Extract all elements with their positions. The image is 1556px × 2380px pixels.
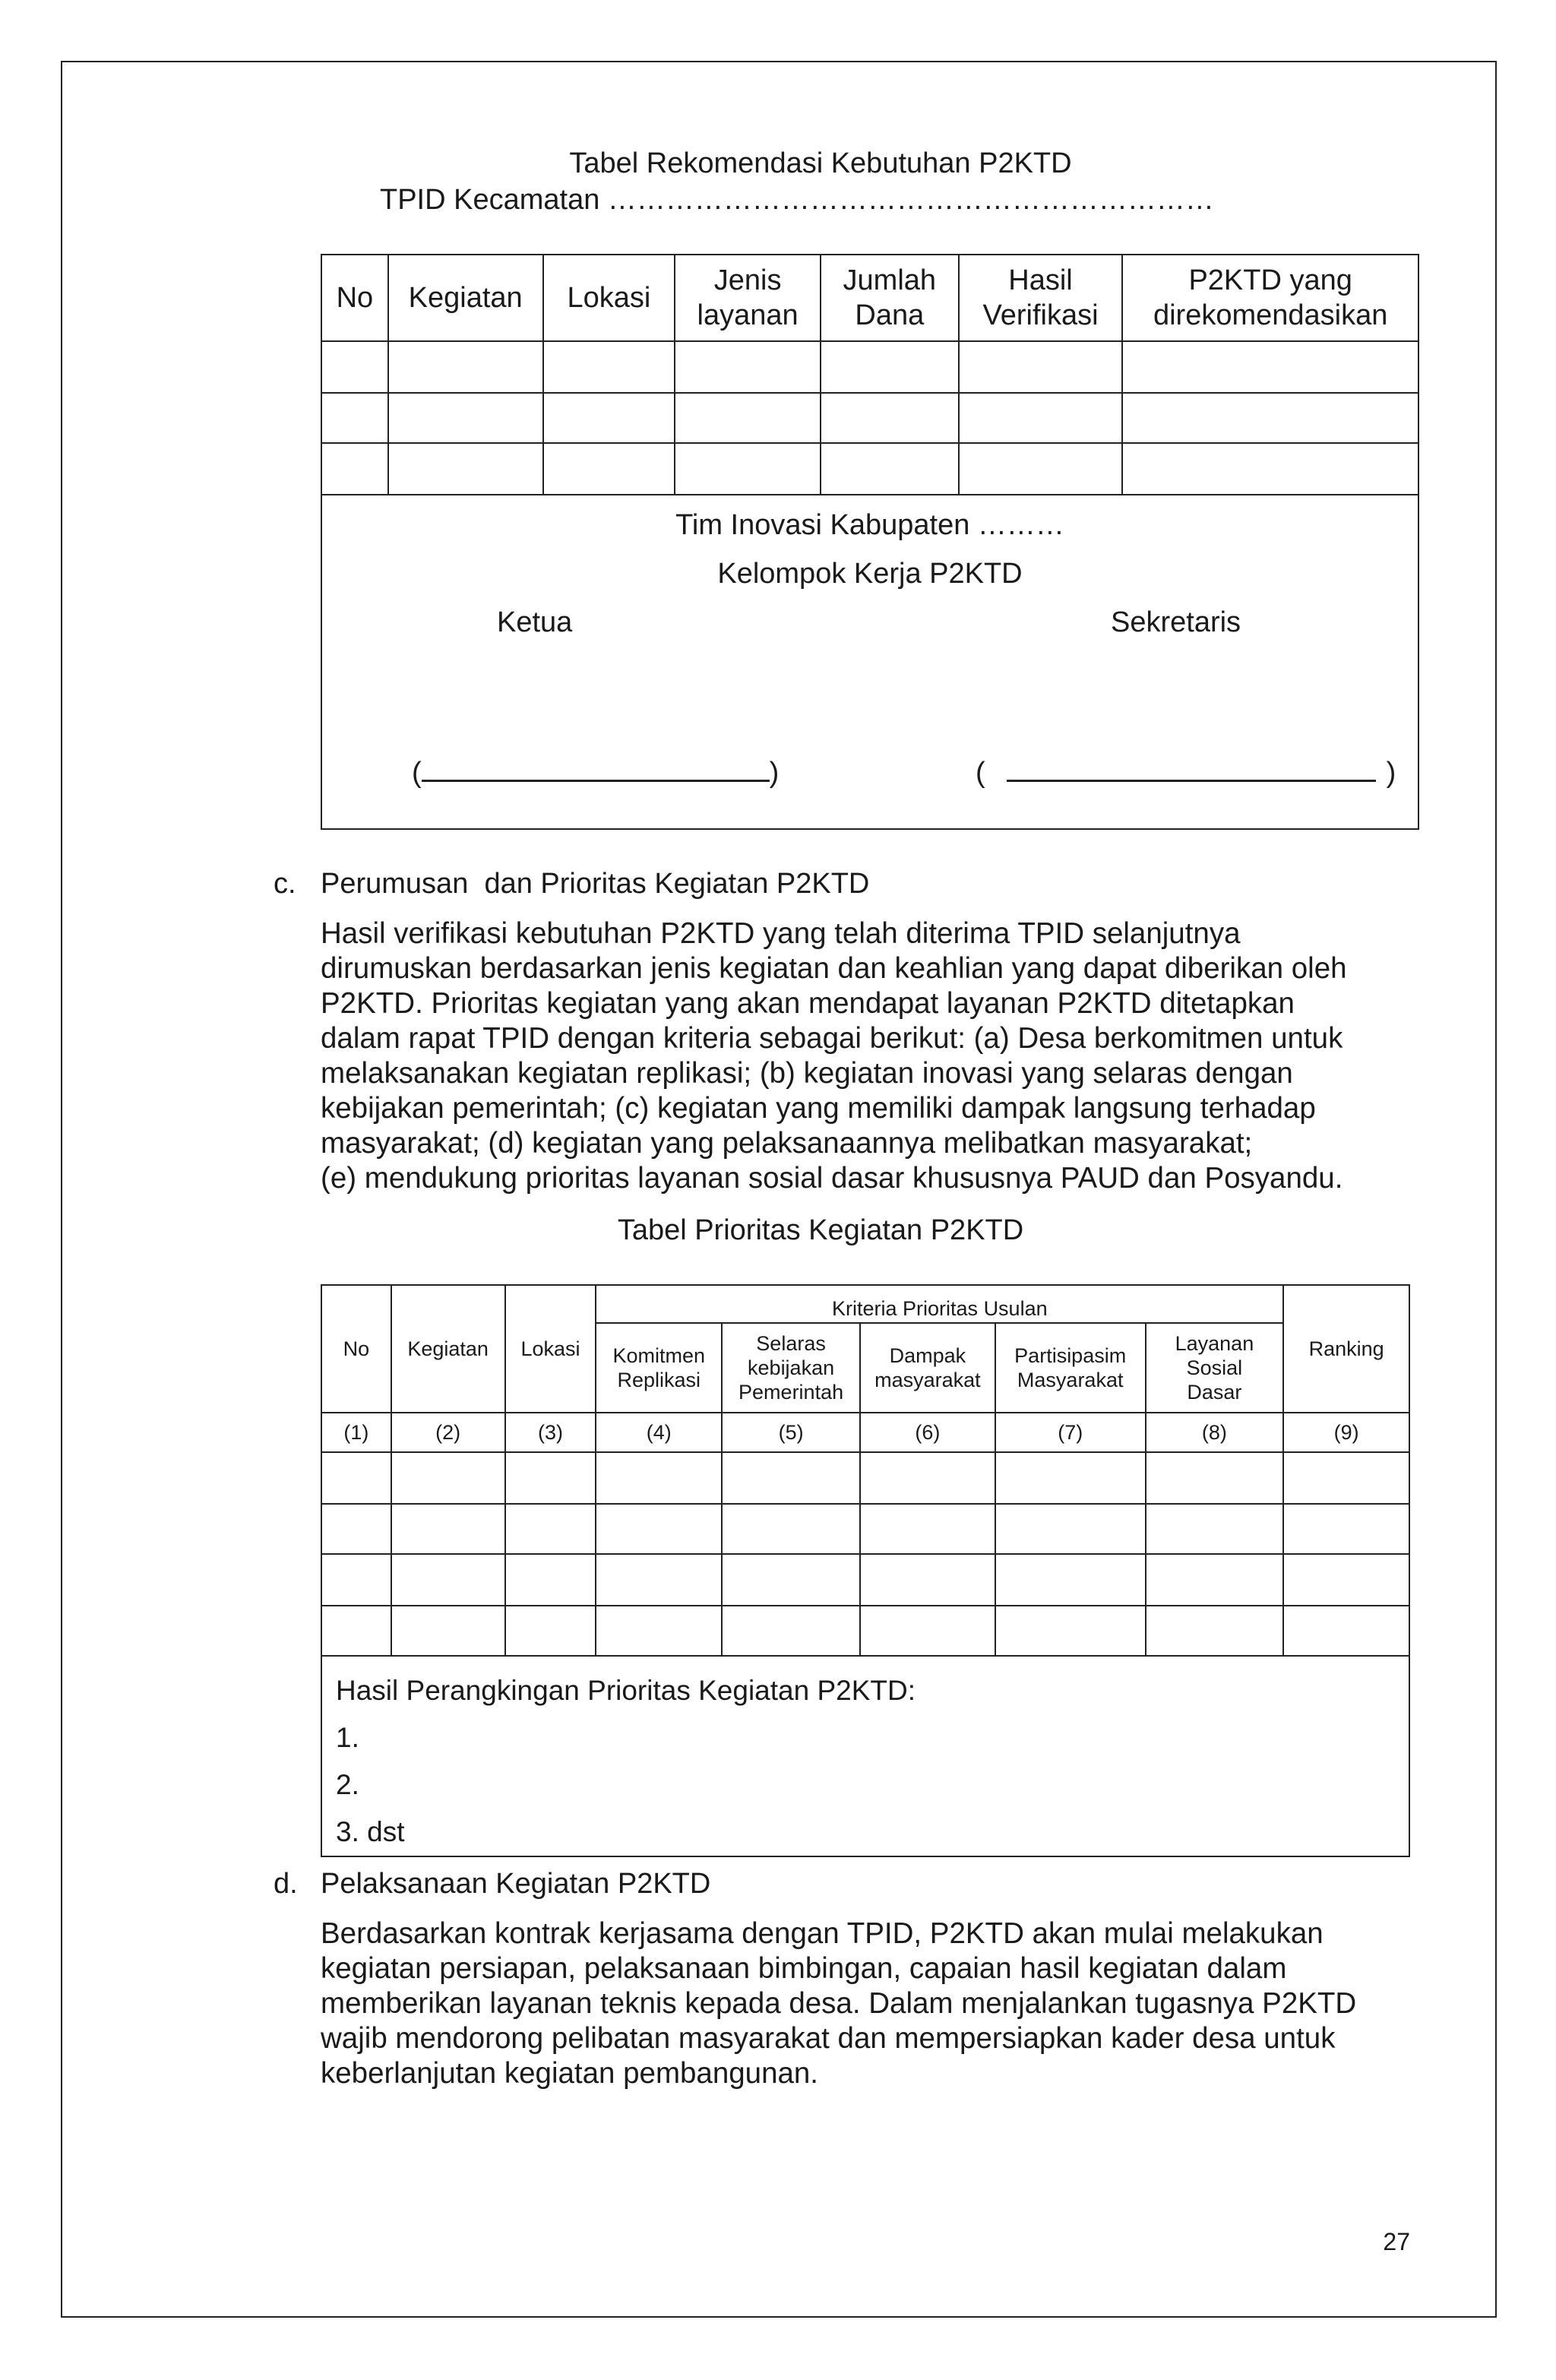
paragraph-line: dirumuskan berdasarkan jenis kegiatan dan keahlian yang dapat diberikan oleh xyxy=(321,952,1347,985)
page-number: 27 xyxy=(1383,2228,1410,2255)
table1-title: Tabel Rekomendasi Kebutuhan P2KTD xyxy=(569,147,1072,179)
table-row xyxy=(321,443,1418,495)
col-header-p2ktd: P2KTD yang direkomendasikan xyxy=(1122,255,1418,341)
ranking-result-item: 2. xyxy=(336,1769,359,1800)
table-row xyxy=(321,393,1418,443)
column-number: (1) xyxy=(321,1413,391,1452)
column-number: (4) xyxy=(596,1413,722,1452)
paragraph-line: P2KTD. Prioritas kegiatan yang akan mendapat layanan P2KTD ditetapkan xyxy=(321,987,1295,1020)
table-row xyxy=(321,1554,1409,1606)
table-row xyxy=(321,341,1418,393)
column-number: (2) xyxy=(391,1413,505,1452)
tim-inovasi-label: Tim Inovasi Kabupaten ……… xyxy=(675,509,1064,541)
priority-table xyxy=(321,1284,1410,1857)
paragraph-line: kebijakan pemerintah; (c) kegiatan yang memiliki dampak langsung terhadap xyxy=(321,1092,1316,1125)
col-header-ranking: Ranking xyxy=(1283,1285,1409,1413)
table2-title: Tabel Prioritas Kegiatan P2KTD xyxy=(617,1214,1024,1246)
paragraph-line: wajib mendorong pelibatan masyarakat dan mempersiapkan kader desa untuk xyxy=(321,2022,1336,2055)
paragraph-line: memberikan layanan teknis kepada desa. Dalam menjalankan tugasnya P2KTD xyxy=(321,1987,1357,2020)
col-header-partisipasi: Partisipasim Masyarakat xyxy=(995,1323,1146,1413)
table-row xyxy=(321,1606,1409,1656)
table-row xyxy=(321,1452,1409,1504)
table-row xyxy=(321,1504,1409,1554)
col-header-komitmen: Komitmen Replikasi xyxy=(596,1323,722,1413)
table1-subtitle: TPID Kecamatan ……………………………………………………… xyxy=(380,184,1214,216)
ketua-label: Ketua xyxy=(497,606,573,638)
table-header-row xyxy=(321,1285,1409,1323)
paragraph-line: melaksanakan kegiatan replikasi; (b) kegiatan inovasi yang selaras dengan xyxy=(321,1057,1293,1090)
recommendation-table xyxy=(321,254,1419,830)
section-c-heading: Perumusan dan Prioritas Kegiatan P2KTD xyxy=(321,868,870,900)
col-header-selaras: Selaras kebijakan Pemerintah xyxy=(722,1323,860,1413)
column-number: (3) xyxy=(505,1413,596,1452)
col-header-kegiatan: Kegiatan xyxy=(391,1285,505,1413)
column-number: (9) xyxy=(1283,1413,1409,1452)
paragraph-line: dalam rapat TPID dengan kriteria sebagai berikut: (a) Desa berkomitmen untuk xyxy=(321,1022,1343,1055)
col-header-dampak: Dampak masyarakat xyxy=(860,1323,995,1413)
ranking-result-heading: Hasil Perangkingan Prioritas Kegiatan P2KTD: xyxy=(336,1675,916,1706)
paragraph-line: (e) mendukung prioritas layanan sosial dasar khususnya PAUD dan Posyandu. xyxy=(321,1162,1343,1195)
col-header-no: No xyxy=(321,255,388,341)
ranking-result-row xyxy=(321,1656,1409,1856)
pokja-label: Kelompok Kerja P2KTD xyxy=(717,558,1023,590)
section-d-paragraph xyxy=(321,1916,1410,2091)
ketua-signature-line: ( ) xyxy=(412,757,780,789)
section-d-letter: d. xyxy=(274,1868,298,1900)
column-number: (6) xyxy=(860,1413,995,1452)
ranking-result-item: 3. dst xyxy=(336,1816,405,1847)
paragraph-line: Berdasarkan kontrak kerjasama dengan TPID, P2KTD akan mulai melakukan xyxy=(321,1917,1324,1950)
signature-row xyxy=(321,495,1418,829)
sekretaris-signature-line: ( ) xyxy=(976,757,1396,789)
paragraph-line: Hasil verifikasi kebutuhan P2KTD yang telah diterima TPID selanjutnya xyxy=(321,917,1241,950)
paragraph-line: masyarakat; (d) kegiatan yang pelaksanaannya melibatkan masyarakat; xyxy=(321,1127,1253,1160)
section-d-heading: Pelaksanaan Kegiatan P2KTD xyxy=(321,1868,711,1900)
col-header-lokasi: Lokasi xyxy=(505,1285,596,1413)
col-header-kriteria: Kriteria Prioritas Usulan xyxy=(596,1285,1283,1323)
table-header-row xyxy=(321,255,1418,341)
col-header-jumlah-dana: Jumlah Dana xyxy=(821,255,959,341)
col-header-hasil-verifikasi: Hasil Verifikasi xyxy=(959,255,1123,341)
col-header-no: No xyxy=(321,1285,391,1413)
sekretaris-label: Sekretaris xyxy=(1111,606,1241,638)
col-header-kegiatan: Kegiatan xyxy=(388,255,543,341)
section-c-letter: c. xyxy=(274,868,296,900)
col-header-lokasi: Lokasi xyxy=(543,255,675,341)
ranking-result-item: 1. xyxy=(336,1722,359,1753)
column-number: (7) xyxy=(995,1413,1146,1452)
col-header-jenis-layanan: Jenis layanan xyxy=(675,255,821,341)
paragraph-line: keberlanjutan kegiatan pembangunan. xyxy=(321,2057,819,2090)
column-number: (5) xyxy=(722,1413,860,1452)
column-number-row xyxy=(321,1413,1409,1452)
section-c-paragraph xyxy=(321,916,1410,1196)
col-header-layanan: Layanan Sosial Dasar xyxy=(1146,1323,1284,1413)
column-number: (8) xyxy=(1146,1413,1284,1452)
paragraph-line: kegiatan persiapan, pelaksanaan bimbingan, capaian hasil kegiatan dalam xyxy=(321,1952,1287,1985)
